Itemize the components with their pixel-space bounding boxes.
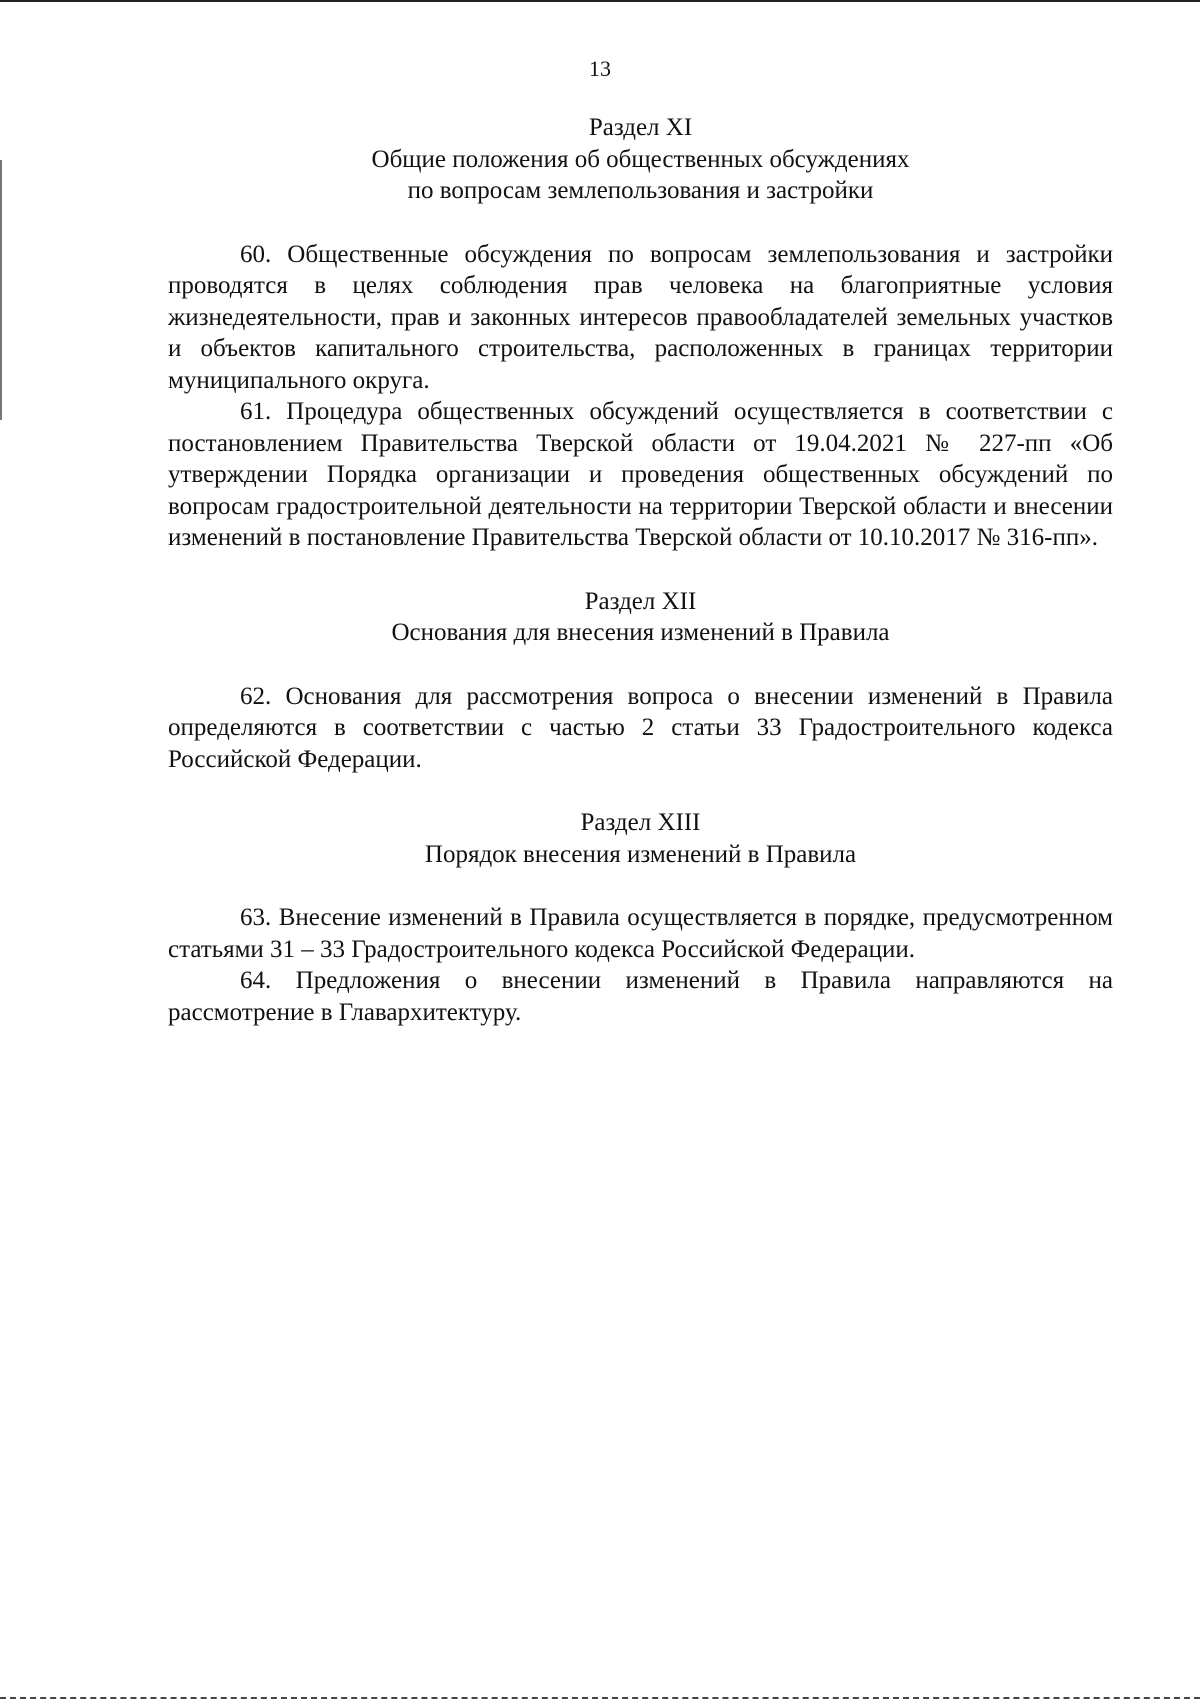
scan-edge-left [0,160,2,420]
section-11 [168,112,1113,207]
section-title-line: Общие положения об общественных обсуждениях [371,145,910,173]
clause-64: 64. Предложения о внесении изменений в Правила направляются на рассмотрение в Главархитектуру. [168,967,1113,1026]
clause-63: 63. Внесение изменений в Правила осуществляется в порядке, предусмотренном статьями 31 – 33 Градостроительного кодекса Российской Федерации. [168,904,1113,963]
section-13 [168,807,1113,870]
scan-edge-top [0,0,1200,2]
section-heading: Раздел XIII [580,809,701,836]
section-title-line: Порядок внесения изменений в Правила [424,840,857,868]
scan-edge-bottom [0,1697,1200,1699]
clause-62: 62. Основания для рассмотрения вопроса о внесении изменений в Правила определяются в соответствии с частью 2 статьи 33 Градостроительного кодекса Российской Федерации. [168,682,1113,773]
document-body [168,112,1113,1028]
section-title-line: Основания для внесения изменений в Правила [391,619,890,646]
section-title-line: по вопросам землепользования и застройки [407,177,874,204]
section-heading: Раздел XI [588,114,693,141]
clause-60: 60. Общественные обсуждения по вопросам землепользования и застройки проводятся в целях соблюдения прав человека на благоприятные условия жизнедеятельности, прав и законных интересов правообладателей земельных участков и объектов капитального строительства, расположенных в границах территории муниципального округа. [168,240,1113,394]
page-number: 13 [589,56,611,81]
section-heading: Раздел XII [584,587,697,615]
clause-61: 61. Процедура общественных обсуждений осуществляется в соответствии с постановлением Правительства Тверской области от 19.04.2021 № 227-пп «Об утверждении Порядка организации и проведения общественных обсуждений по вопросам градостроительной деятельности на территории Тверской области и внесении изменений в постановление Правительства Тверской области от 10.10.2017 № 316-пп». [168,398,1113,551]
section-12 [168,586,1113,649]
